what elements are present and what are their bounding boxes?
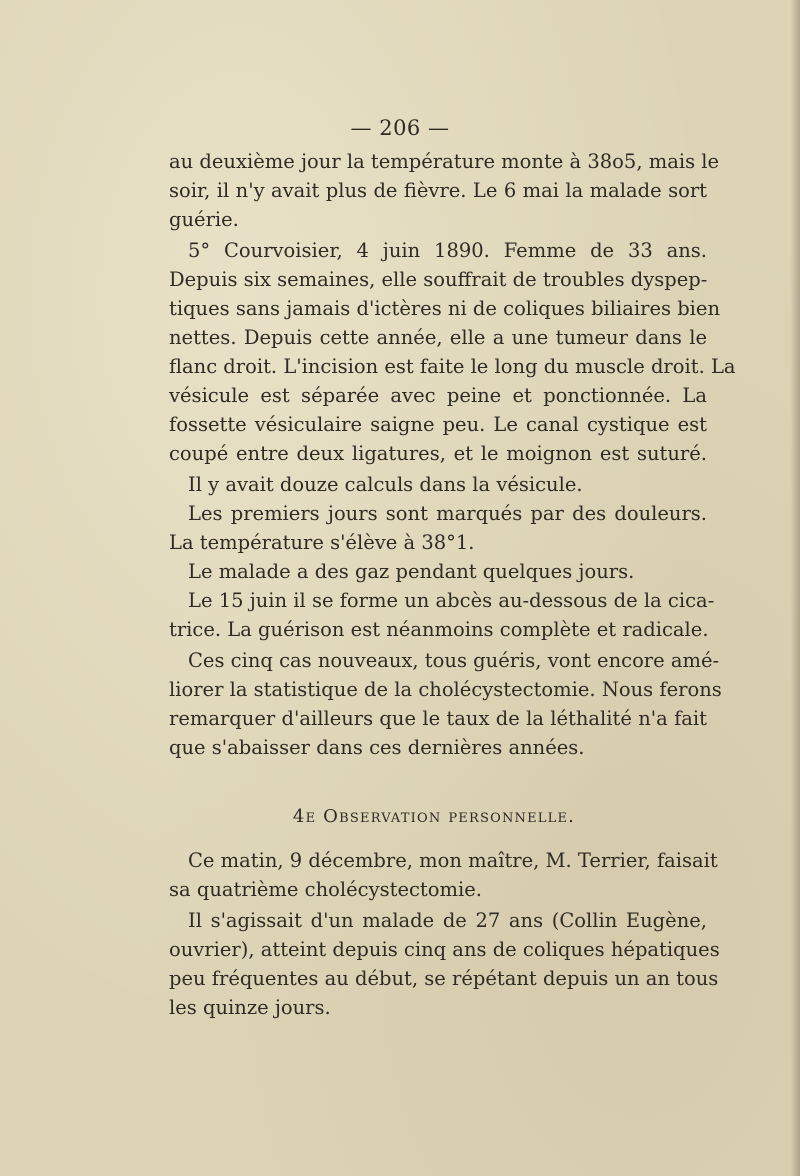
section-heading-text: 4e Observation personnelle.: [292, 806, 576, 827]
page-number: — 206 —: [350, 116, 450, 140]
text-line: remarquer d'ailleurs que le taux de la léthalité n'a fait: [169, 707, 707, 730]
text-line: Les premiers jours sont marqués par des douleurs.: [188, 502, 707, 525]
text-line: que s'abaisser dans ces dernières années.: [169, 736, 585, 759]
text-line: Le malade a des gaz pendant quelques jours.: [188, 560, 635, 583]
text-line: au deuxième jour la température monte à 38o5, mais le: [169, 150, 720, 173]
text-line: trice. La guérison est néanmoins complète et radicale.: [169, 618, 709, 641]
text-line: vésicule est séparée avec peine et ponctionnée. La: [169, 384, 707, 407]
text-line: Il y avait douze calculs dans la vésicule.: [188, 473, 583, 496]
text-line: sa quatrième cholécystectomie.: [169, 878, 482, 901]
text-line: Le 15 juin il se forme un abcès au-dessous de la cica-: [188, 589, 715, 612]
text-line: Ces cinq cas nouveaux, tous guéris, vont encore amé-: [188, 649, 720, 672]
text-line: fossette vésiculaire saigne peu. Le canal cystique est: [169, 413, 707, 436]
text-line: tiques sans jamais d'ictères ni de coliques biliaires bien: [169, 297, 721, 320]
section-heading: [0, 806, 800, 827]
text-line: ouvrier), atteint depuis cinq ans de coliques hépatiques: [169, 938, 720, 961]
text-line: flanc droit. L'incision est faite le long du muscle droit. La: [169, 355, 736, 378]
text-line: La température s'élève à 38°1.: [169, 531, 475, 554]
text-line: Il s'agissait d'un malade de 27 ans (Collin Eugène,: [188, 909, 707, 932]
text-line: Ce matin, 9 décembre, mon maître, M. Terrier, faisait: [188, 849, 718, 872]
text-line: les quinze jours.: [169, 996, 331, 1019]
page-edge-shadow: [790, 0, 800, 1176]
text-line: 5° Courvoisier, 4 juin 1890. Femme de 33 ans.: [188, 239, 707, 262]
text-line: peu fréquentes au début, se répétant depuis un an tous: [169, 967, 719, 990]
text-line: soir, il n'y avait plus de fièvre. Le 6 mai la malade sort: [169, 179, 707, 202]
text-line: nettes. Depuis cette année, elle a une tumeur dans le: [169, 326, 707, 349]
text-line: liorer la statistique de la cholécystectomie. Nous ferons: [169, 678, 722, 701]
text-line: Depuis six semaines, elle souffrait de troubles dyspep-: [169, 268, 708, 291]
text-line: guérie.: [169, 208, 239, 231]
text-line: coupé entre deux ligatures, et le moignon est suturé.: [169, 442, 707, 465]
